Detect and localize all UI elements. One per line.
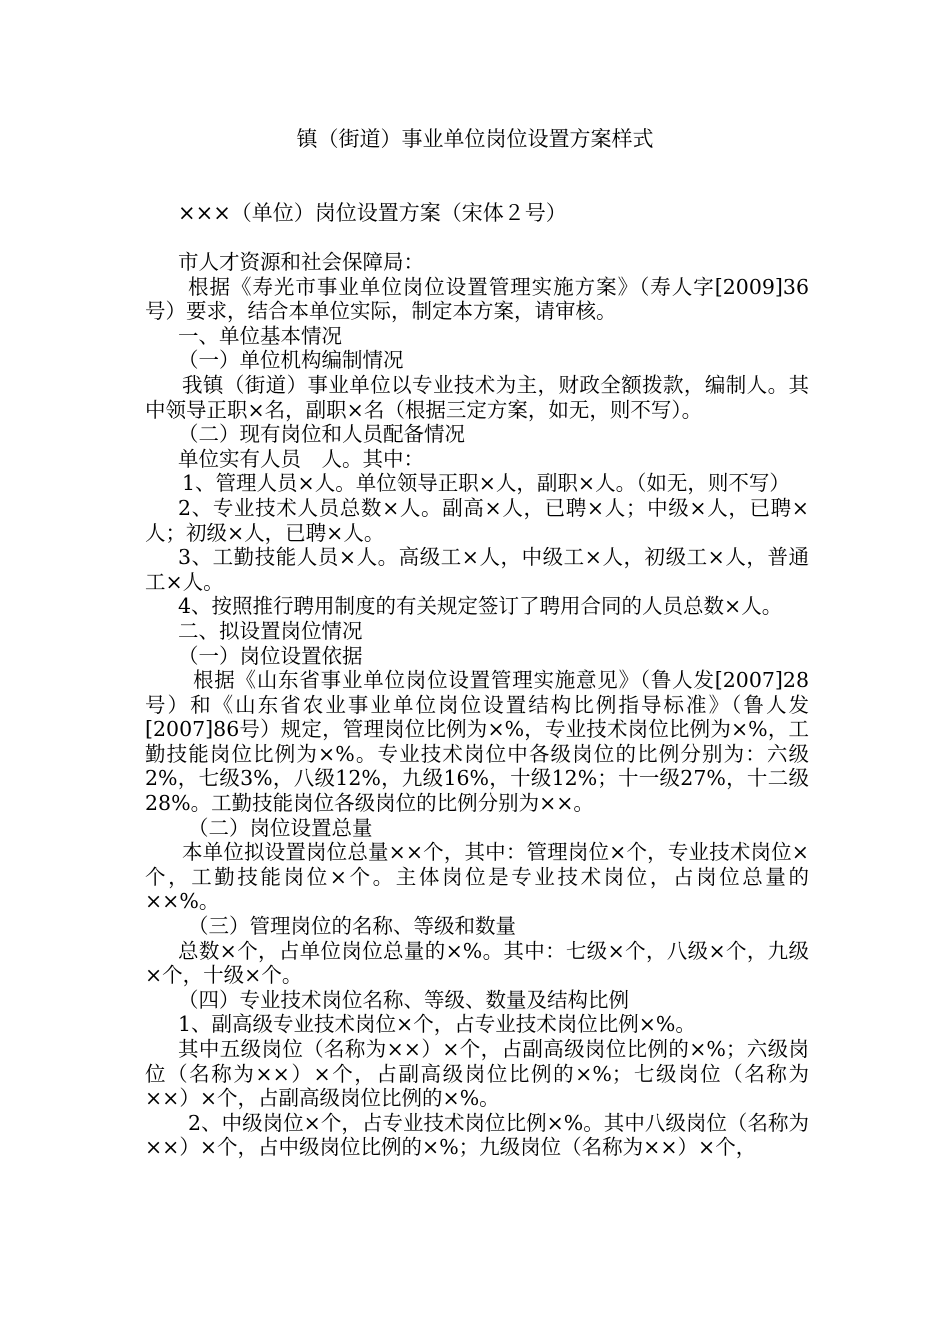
paragraph-staff-total: 单位实有人员 人。其中： xyxy=(178,446,424,471)
document-body xyxy=(145,250,809,1160)
paragraph-staff-workers: 3、工勤技能人员×人。高级工×人，中级工×人，初级工×人，普通工×人。 xyxy=(145,545,809,594)
addressee: 市人才资源和社会保障局： xyxy=(178,250,424,274)
paragraph-senior-posts: 1、副高级专业技术岗位×个，占专业技术岗位比例×%。 xyxy=(178,1012,696,1037)
paragraph-intro: 根据《寿光市事业单位岗位设置管理实施方案》（寿人字[2009]36号）要求，结合本单位实际，制定本方案，请审核。 xyxy=(145,274,809,324)
paragraph-staff-technical: 2、专业技术人员总数×人。副高×人，已聘×人；中级×人，已聘×人；初级×人，已聘×人。 xyxy=(145,495,809,545)
subsection-heading-2-1: （一）岗位设置依据 xyxy=(178,643,363,668)
subsection-heading-2-3: （三）管理岗位的名称、等级和数量 xyxy=(188,914,516,939)
document-subtitle: ×××（单位）岗位设置方案（宋体２号） xyxy=(178,201,567,225)
subsection-heading-2-4: （四）专业技术岗位名称、等级、数量及结构比例 xyxy=(178,987,629,1012)
paragraph-basis: 根据《山东省事业单位岗位设置管理实施意见》（鲁人发[2007]28号）和《山东省农业事业单位岗位设置结构比例指导标准》（鲁人发[2007]86号）规定，管理岗位比例为×%，专业技术岗位比例为×%，工勤技能岗位比例为×%。专业技术岗位中各级岗位的比例分别为：六级2%，七级3%，八级12%，九级16%，十级12%；十一级27%，十二级28%。工勤技能岗位各级岗位的比例分别为××。 xyxy=(145,668,809,816)
paragraph-intermediate-posts: 2、中级岗位×个，占专业技术岗位比例×%。其中八级岗位（名称为××）×个，占中级岗位比例的×%；九级岗位（名称为××）×个， xyxy=(145,1110,809,1160)
paragraph-establishment: 我镇（街道）事业单位以专业技术为主，财政全额拨款，编制人。其中领导正职×名，副职×名（根据三定方案，如无，则不写）。 xyxy=(145,372,809,422)
subsection-heading-2-2: （二）岗位设置总量 xyxy=(188,815,373,840)
paragraph-senior-levels: 其中五级岗位（名称为××）×个，占副高级岗位比例的×%；六级岗位（名称为××）×个，占副高级岗位比例的×%；七级岗位（名称为××）×个，占副高级岗位比例的×%。 xyxy=(145,1037,809,1111)
subsection-heading-1-1: （一）单位机构编制情况 xyxy=(178,348,404,373)
paragraph-total-posts: 本单位拟设置岗位总量××个，其中：管理岗位×个，专业技术岗位×个，工勤技能岗位×个。主体岗位是专业技术岗位，占岗位总量的××%。 xyxy=(145,840,809,914)
paragraph-staff-management: 1、管理人员×人。单位领导正职×人，副职×人。（如无，则不写） xyxy=(182,471,790,496)
document-title: 镇（街道）事业单位岗位设置方案样式 xyxy=(296,127,654,151)
paragraph-staff-contracts: 4、按照推行聘用制度的有关规定签订了聘用合同的人员总数×人。 xyxy=(178,594,783,619)
subsection-heading-1-2: （二）现有岗位和人员配备情况 xyxy=(178,422,465,447)
paragraph-management-posts: 总数×个，占单位岗位总量的×%。其中：七级×个，八级×个，九级×个，十级×个。 xyxy=(145,938,809,988)
section-heading-2: 二、拟设置岗位情况 xyxy=(178,618,363,643)
section-heading-1: 一、单位基本情况 xyxy=(178,323,342,348)
